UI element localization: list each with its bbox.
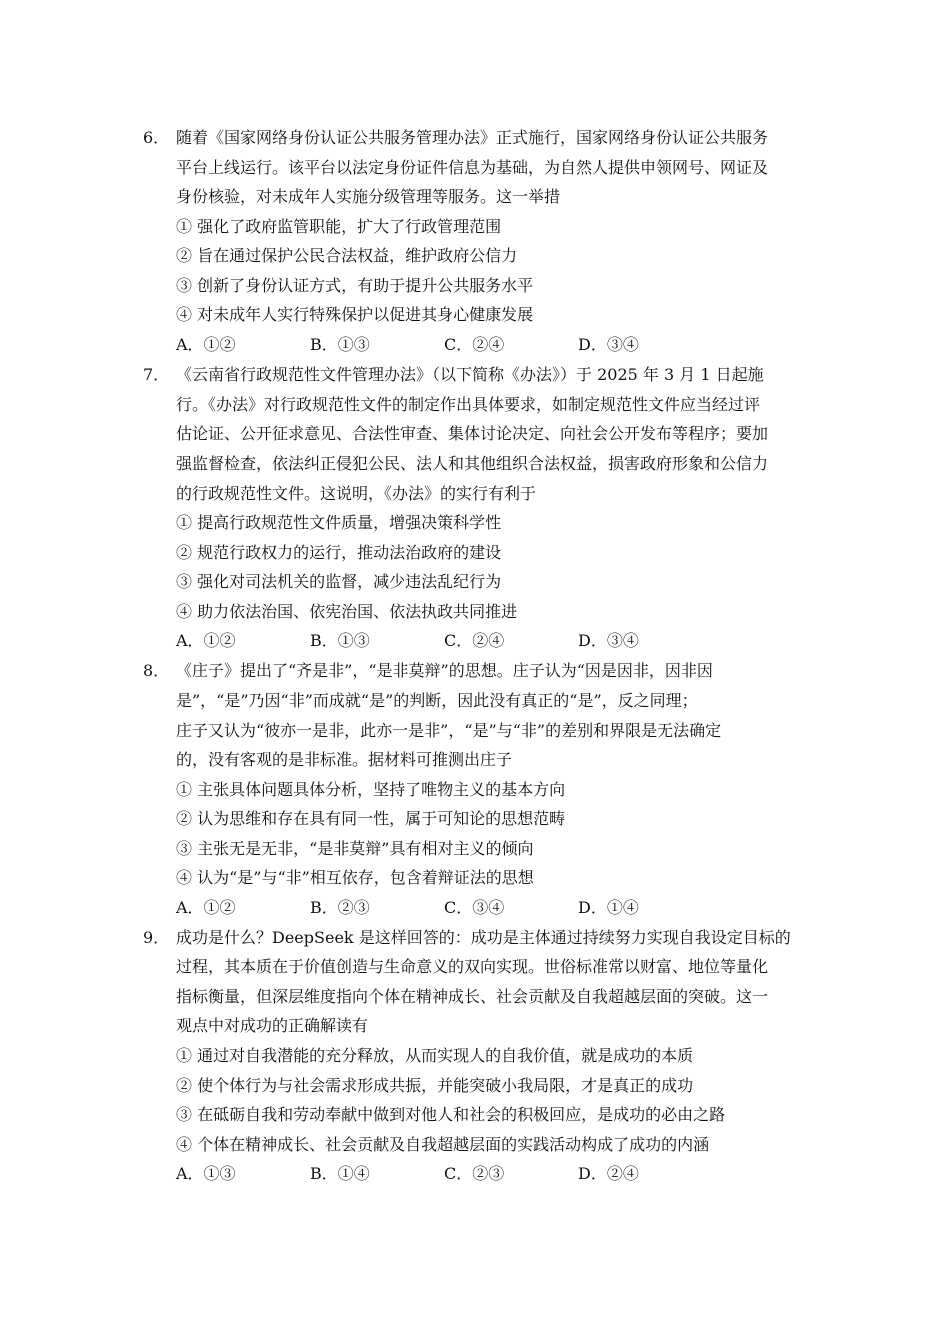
question-stem-line: 的，没有客观的是非标准。据材料可推测出庄子 xyxy=(176,750,513,769)
option-statement-1: ① 通过对自我潜能的充分释放，从而实现人的自我价值，就是成功的本质 xyxy=(176,1046,694,1065)
option-statement-4: ④ 助力依法治国、依宪治国、依法执政共同推进 xyxy=(176,602,518,621)
choice-b[interactable]: B．①③ xyxy=(310,631,370,650)
answer-choices xyxy=(176,1163,776,1185)
question-stem-line: 观点中对成功的正确解读有 xyxy=(176,1016,369,1035)
choice-a[interactable]: A．①② xyxy=(176,335,236,354)
question-number: 7． xyxy=(143,365,170,384)
option-statement-4: ④ 个体在精神成长、社会贡献及自我超越层面的实践活动构成了成功的内涵 xyxy=(176,1135,710,1154)
choice-c[interactable]: C．②④ xyxy=(444,631,505,650)
option-statement-3: ③ 强化对司法机关的监督，减少违法乱纪行为 xyxy=(176,572,502,591)
choice-c[interactable]: C．②④ xyxy=(444,335,505,354)
option-statement-2: ② 旨在通过保护公民合法权益，维护政府公信力 xyxy=(176,246,518,265)
question-stem-line: 《云南省行政规范性文件管理办法》（以下简称《办法》）于 2025 年 3 月 1 日起施 xyxy=(176,365,764,384)
choice-d[interactable]: D．①④ xyxy=(578,898,639,917)
option-statement-2: ② 认为思维和存在具有同一性，属于可知论的思想范畴 xyxy=(176,809,566,828)
choice-c[interactable]: C．③④ xyxy=(444,898,505,917)
choice-b[interactable]: B．①③ xyxy=(310,335,370,354)
choice-d[interactable]: D．③④ xyxy=(578,631,639,650)
answer-choices xyxy=(176,630,776,652)
question-stem-line: 指标衡量，但深层维度指向个体在精神成长、社会贡献及自我超越层面的突破。这一 xyxy=(176,987,769,1006)
choice-a[interactable]: A．①③ xyxy=(176,1164,236,1183)
choice-a[interactable]: A．①② xyxy=(176,631,236,650)
choice-d[interactable]: D．③④ xyxy=(578,335,639,354)
question-stem-line: 是”，“是”乃因“非”而成就“是”的判断，因此没有真正的“是”，反之同理； xyxy=(176,691,698,710)
question-stem-line: 成功是什么？DeepSeek 是这样回答的：成功是主体通过持续努力实现自我设定目标的 xyxy=(176,928,791,947)
option-statement-4: ④ 对未成年人实行特殊保护以促进其身心健康发展 xyxy=(176,305,534,324)
option-statement-2: ② 使个体行为与社会需求形成共振，并能突破小我局限，才是真正的成功 xyxy=(176,1076,694,1095)
question-stem-line: 庄子又认为“彼亦一是非，此亦一是非”，“是”与“非”的差别和界限是无法确定 xyxy=(176,721,722,740)
choice-b[interactable]: B．②③ xyxy=(310,898,370,917)
answer-choices xyxy=(176,897,776,919)
question-number: 9． xyxy=(143,928,170,947)
choice-a[interactable]: A．①② xyxy=(176,898,236,917)
question-stem-line: 估论证、公开征求意见、合法性审查、集体讨论决定、向社会公开发布等程序；要加 xyxy=(176,424,769,443)
question-stem-line: 过程，其本质在于价值创造与生命意义的双向实现。世俗标准常以财富、地位等量化 xyxy=(176,957,769,976)
answer-choices xyxy=(176,334,776,356)
option-statement-1: ① 提高行政规范性文件质量，增强决策科学性 xyxy=(176,513,502,532)
option-statement-4: ④ 认为“是”与“非”相互依存，包含着辩证法的思想 xyxy=(176,868,534,887)
option-statement-3: ③ 主张无是无非，“是非莫辩”具有相对主义的倾向 xyxy=(176,839,534,858)
question-stem-line: 身份核验，对未成年人实施分级管理等服务。这一举措 xyxy=(176,187,561,206)
question-number: 8． xyxy=(143,661,170,680)
question-stem-line: 《庄子》提出了“齐是非”，“是非莫辩”的思想。庄子认为“因是因非，因非因 xyxy=(176,661,713,680)
question-number: 6． xyxy=(143,128,170,147)
question-stem-line: 的行政规范性文件。这说明，《办法》的实行有利于 xyxy=(176,484,537,503)
question-stem-line: 平台上线运行。该平台以法定身份证件信息为基础，为自然人提供申领网号、网证及 xyxy=(176,158,769,177)
option-statement-2: ② 规范行政权力的运行，推动法治政府的建设 xyxy=(176,543,502,562)
question-stem-line: 强监督检查，依法纠正侵犯公民、法人和其他组织合法权益，损害政府形象和公信力 xyxy=(176,454,769,473)
option-statement-3: ③ 创新了身份认证方式，有助于提升公共服务水平 xyxy=(176,276,534,295)
question-stem-line: 随着《国家网络身份认证公共服务管理办法》正式施行，国家网络身份认证公共服务 xyxy=(176,128,769,147)
choice-d[interactable]: D．②④ xyxy=(578,1164,639,1183)
option-statement-1: ① 主张具体问题具体分析，坚持了唯物主义的基本方向 xyxy=(176,780,566,799)
question-stem-line: 行。《办法》对行政规范性文件的制定作出具体要求，如制定规范性文件应当经过评 xyxy=(176,395,761,414)
option-statement-1: ① 强化了政府监管职能，扩大了行政管理范围 xyxy=(176,217,502,236)
option-statement-3: ③ 在砥砺自我和劳动奉献中做到对他人和社会的积极回应，是成功的必由之路 xyxy=(176,1105,726,1124)
choice-b[interactable]: B．①④ xyxy=(310,1164,370,1183)
choice-c[interactable]: C．②③ xyxy=(444,1164,505,1183)
